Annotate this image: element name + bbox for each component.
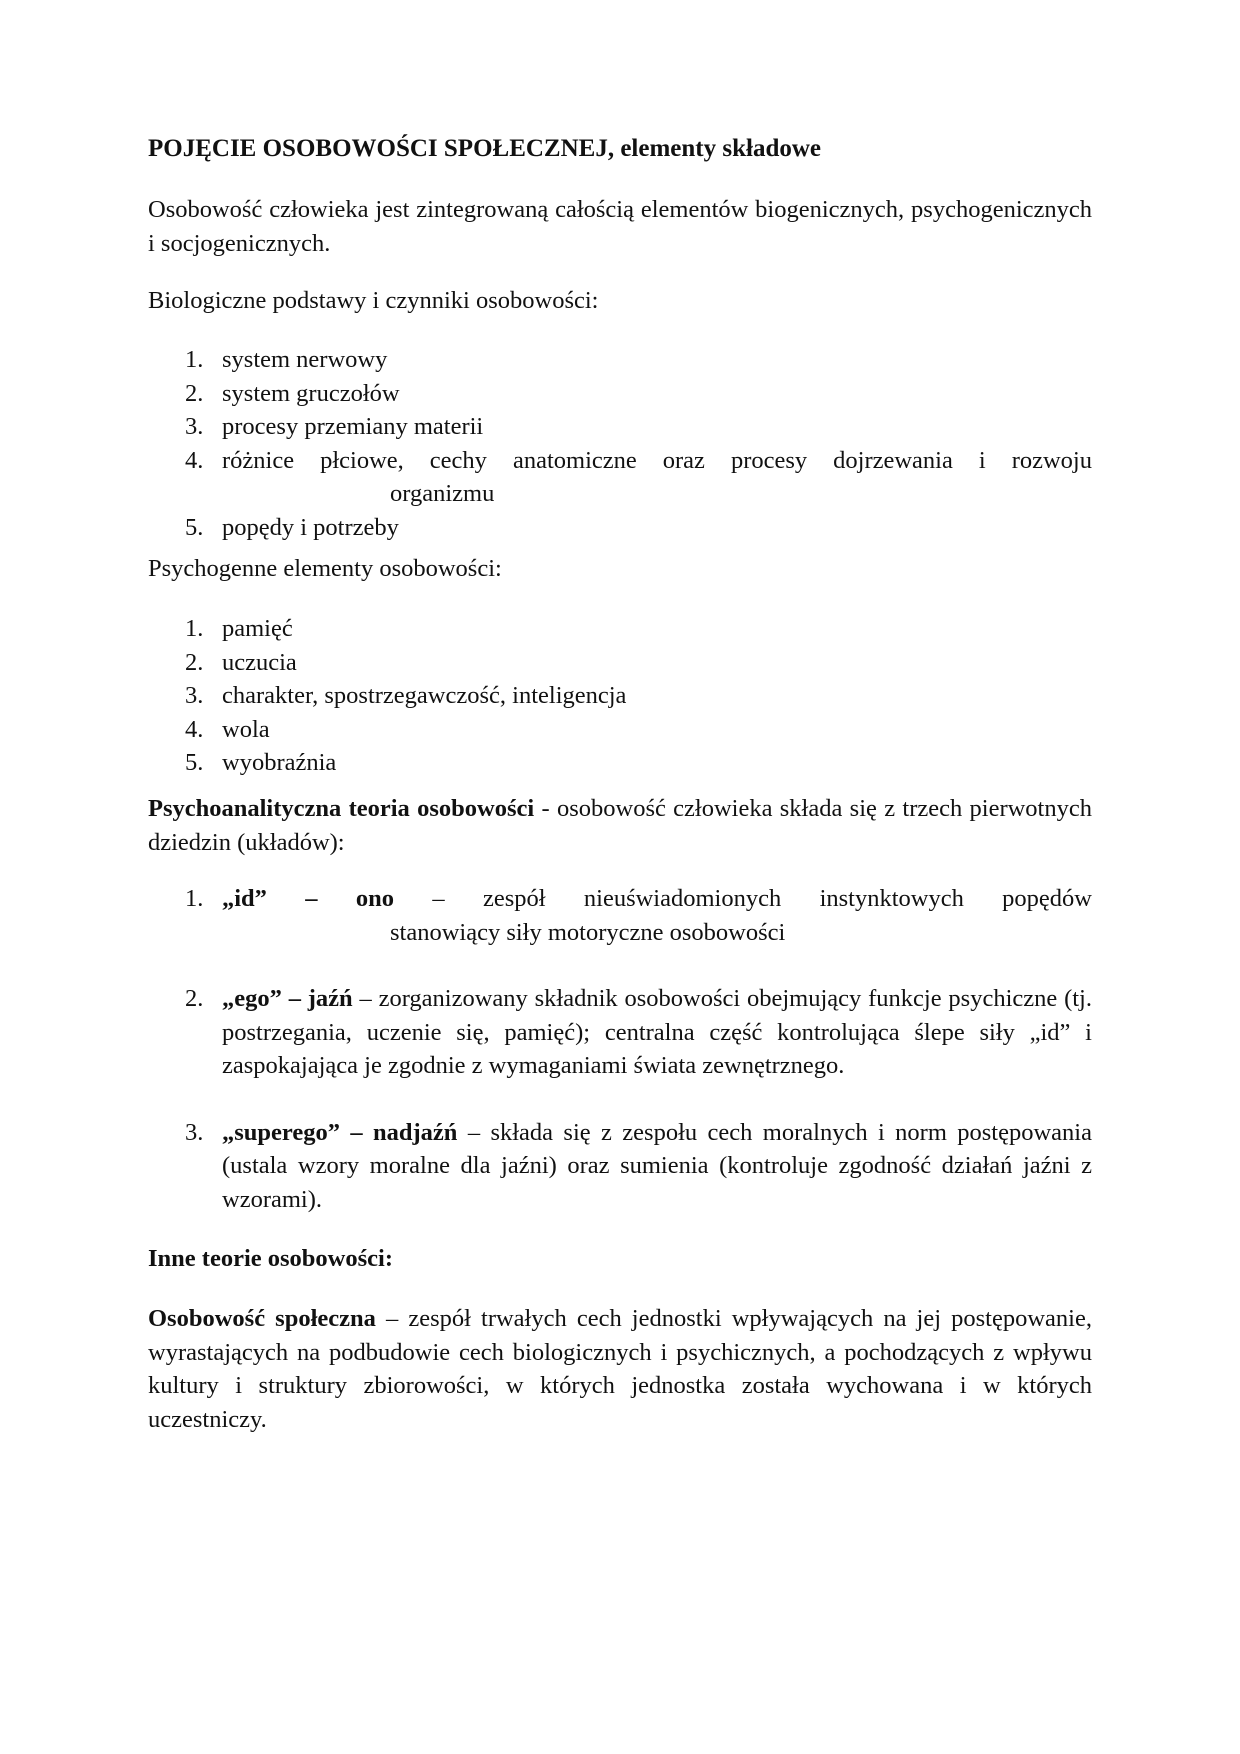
psychogenic-heading: Psychogenne elementy osobowości: — [148, 555, 502, 582]
intro-paragraph: Osobowość człowieka jest zintegrowaną całością elementów biogenicznych, psychogenicznych i socjogenicznych. — [148, 196, 1092, 257]
social-personality-term: Osobowość społeczna — [148, 1305, 376, 1332]
list-item-ego: 2. „ego” – jaźń – zorganizowany składnik osobowości obejmujący funkcje psychiczne (tj. postrzegania, uczenie się, pamięć); centralna część kontrolująca ślepe siły „id” i zaspokajająca je zgodnie z wymaganiami świata zewnętrznego. — [185, 985, 1092, 1079]
social-personality-paragraph: Osobowość społeczna – zespół trwałych cech jednostki wpływających na jej postępowanie, wyrastających na podbudowie cech biologicznych i psychicznych, a pochodzących z wpływu kultury i struktury zbiorowości, w których jednostka została wychowana i w których uczestniczy. — [148, 1305, 1092, 1433]
psychoanalytic-list — [148, 882, 1092, 1216]
list-item-superego: 3. „superego” – nadjaźń – składa się z zespołu cech moralnych i norm postępowania (ustala wzory moralne dla jaźni) oraz sumienia (kontroluje zgodność działań jaźni z wzorami). — [185, 1118, 1092, 1213]
list-item: 3. procesy przemiany materii — [185, 413, 484, 440]
list-item: 5. wyobraźnia — [185, 749, 337, 776]
list-item: 3. charakter, spostrzegawczość, inteligencja — [185, 682, 627, 709]
list-item: 2. uczucia — [185, 648, 297, 676]
list-item: 4. wola — [185, 715, 270, 743]
title-sub: elementy składowe — [614, 135, 821, 162]
other-theories-heading: Inne teorie osobowości: — [148, 1245, 393, 1272]
title-main: POJĘCIE OSOBOWOŚCI SPOŁECZNEJ, — [148, 135, 615, 162]
psychoanalytic-term: Psychoanalityczna teoria osobowości — [148, 795, 535, 822]
psychogenic-list — [148, 612, 1092, 780]
psychoanalytic-paragraph: Psychoanalityczna teoria osobowości - osobowość człowieka składa się z trzech pierwotnych dziedzin (układów): — [148, 795, 1092, 856]
list-item: 2. system gruczołów — [185, 379, 400, 407]
list-item-id: 1. „id” – ono – zespół nieuświadomionych instynktowych popędów stanowiący siły motoryczne osobowości — [185, 885, 1093, 946]
biological-heading: Biologiczne podstawy i czynniki osobowości: — [148, 287, 599, 314]
page-title — [148, 132, 1092, 166]
biological-list — [148, 343, 1092, 544]
list-item: 5. popędy i potrzeby — [185, 513, 399, 541]
list-item: 1. pamięć — [185, 615, 293, 642]
list-item: 1. system nerwowy — [185, 346, 388, 373]
list-item: 4. różnice płciowe, cechy anatomiczne oraz procesy dojrzewania i rozwoju organizmu — [185, 446, 1092, 507]
